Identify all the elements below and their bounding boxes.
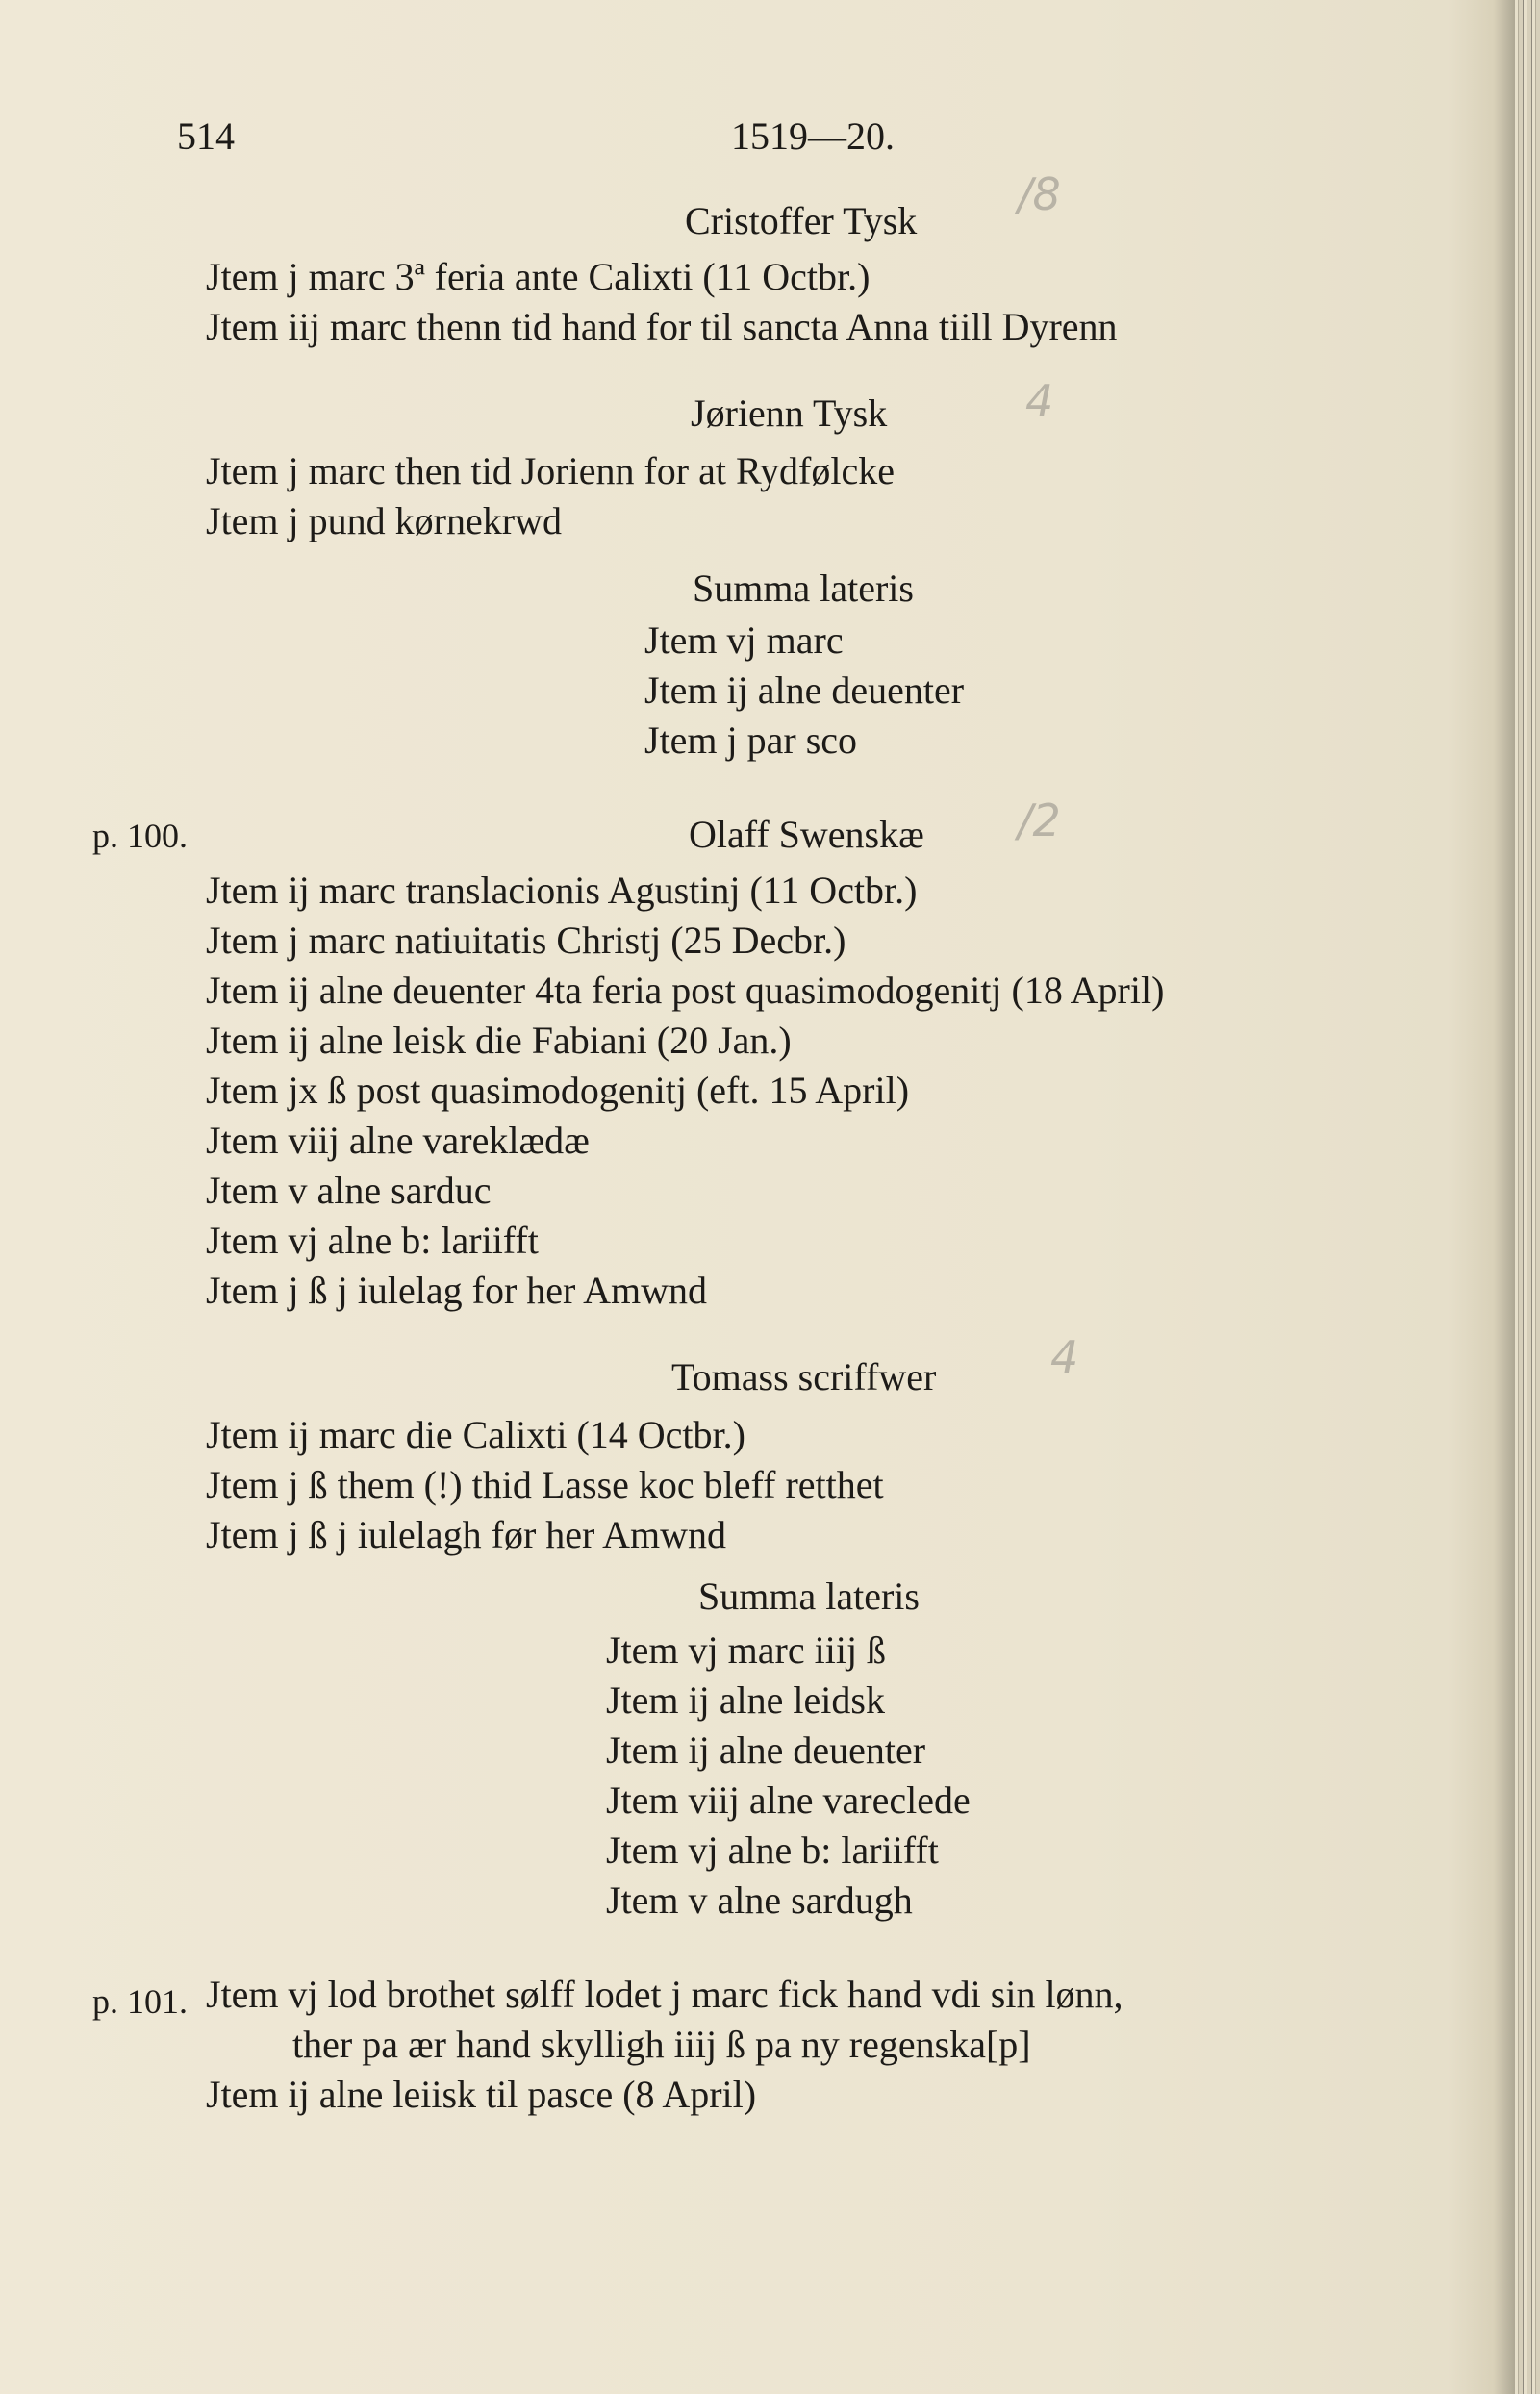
entry-list: [644, 616, 964, 766]
margin-reference: p. 101.: [92, 1982, 188, 2021]
entry-line: Jtem iij marc thenn tid hand for til sancta Anna tiill Dyrenn: [206, 305, 1118, 348]
entry-line: Jtem ij alne deuenter: [606, 1728, 926, 1772]
entry-line: Jtem vj marc: [644, 618, 844, 662]
section-title: Cristoffer Tysk: [685, 199, 918, 242]
pencil-mark: 4: [1050, 1331, 1079, 1383]
entry-line: Jtem j ß j iulelag for her Amwnd: [206, 1269, 708, 1312]
entry-line: Jtem ij alne leiisk til pasce (8 April): [206, 2073, 757, 2116]
entry-list: [206, 252, 1118, 352]
section-title: Olaff Swenskæ: [689, 813, 924, 856]
entry-line: Jtem j marc 3ª feria ante Calixti (11 Octbr.): [206, 255, 871, 298]
entry-line: Jtem vj alne b: lariifft: [206, 1219, 539, 1262]
section-title: Summa lateris: [693, 567, 914, 610]
pencil-mark: /2: [1018, 794, 1061, 846]
entry-list: [206, 1970, 1123, 2120]
entry-line: Jtem ij marc translacionis Agustinj (11 Octbr.): [206, 869, 918, 912]
entry-line: Jtem viij alne vareklædæ: [206, 1119, 590, 1162]
entry-line: Jtem ij alne deuenter: [644, 668, 965, 712]
entry-line: Jtem j ß j iulelagh før her Amwnd: [206, 1513, 727, 1556]
page-edge: [1515, 0, 1540, 2394]
entry-line: Jtem viij alne vareclede: [606, 1778, 971, 1822]
section-title: Tomass scriffwer: [671, 1355, 937, 1399]
entry-line: Jtem j marc then tid Jorienn for at Rydfølcke: [206, 449, 895, 492]
entry-list: [206, 1410, 884, 1560]
pencil-mark: /8: [1018, 168, 1061, 220]
entry-line: ther pa ær hand skylligh iiij ß pa ny regenska[p]: [292, 2023, 1031, 2066]
entry-list: [206, 866, 1164, 1316]
entry-line: Jtem v alne sarduc: [206, 1169, 492, 1212]
entry-line: Jtem ij alne leidsk: [606, 1678, 885, 1722]
entry-line: Jtem vj lod brothet sølff lodet j marc fick hand vdi sin lønn,: [206, 1973, 1123, 2016]
pencil-mark: 4: [1025, 375, 1054, 427]
entry-list: [206, 446, 895, 546]
entry-line: Jtem j pund kørnekrwd: [206, 499, 562, 542]
entry-line: Jtem vj alne b: lariifft: [606, 1828, 939, 1872]
entry-list: [606, 1625, 971, 1926]
entry-line: Jtem ij alne leisk die Fabiani (20 Jan.): [206, 1019, 792, 1062]
entry-line: Jtem j par sco: [644, 718, 858, 762]
margin-reference: p. 100.: [92, 817, 188, 855]
entry-line: Jtem ij marc die Calixti (14 Octbr.): [206, 1413, 745, 1456]
section-title: Summa lateris: [698, 1575, 920, 1618]
entry-line: Jtem j marc natiuitatis Christj (25 Decbr.): [206, 919, 846, 962]
page-number: 514: [177, 114, 235, 158]
entry-line: Jtem v alne sardugh: [606, 1878, 913, 1922]
section-title: Jørienn Tysk: [691, 391, 888, 435]
entry-line: Jtem ij alne deuenter 4ta feria post quasimodogenitj (18 April): [206, 969, 1165, 1012]
entry-line: Jtem vj marc iiij ß: [606, 1628, 887, 1672]
running-title: 1519—20.: [731, 114, 895, 158]
entry-line: Jtem jx ß post quasimodogenitj (eft. 15 April): [206, 1069, 910, 1112]
entry-line: Jtem j ß them (!) thid Lasse koc bleff retthet: [206, 1463, 884, 1506]
